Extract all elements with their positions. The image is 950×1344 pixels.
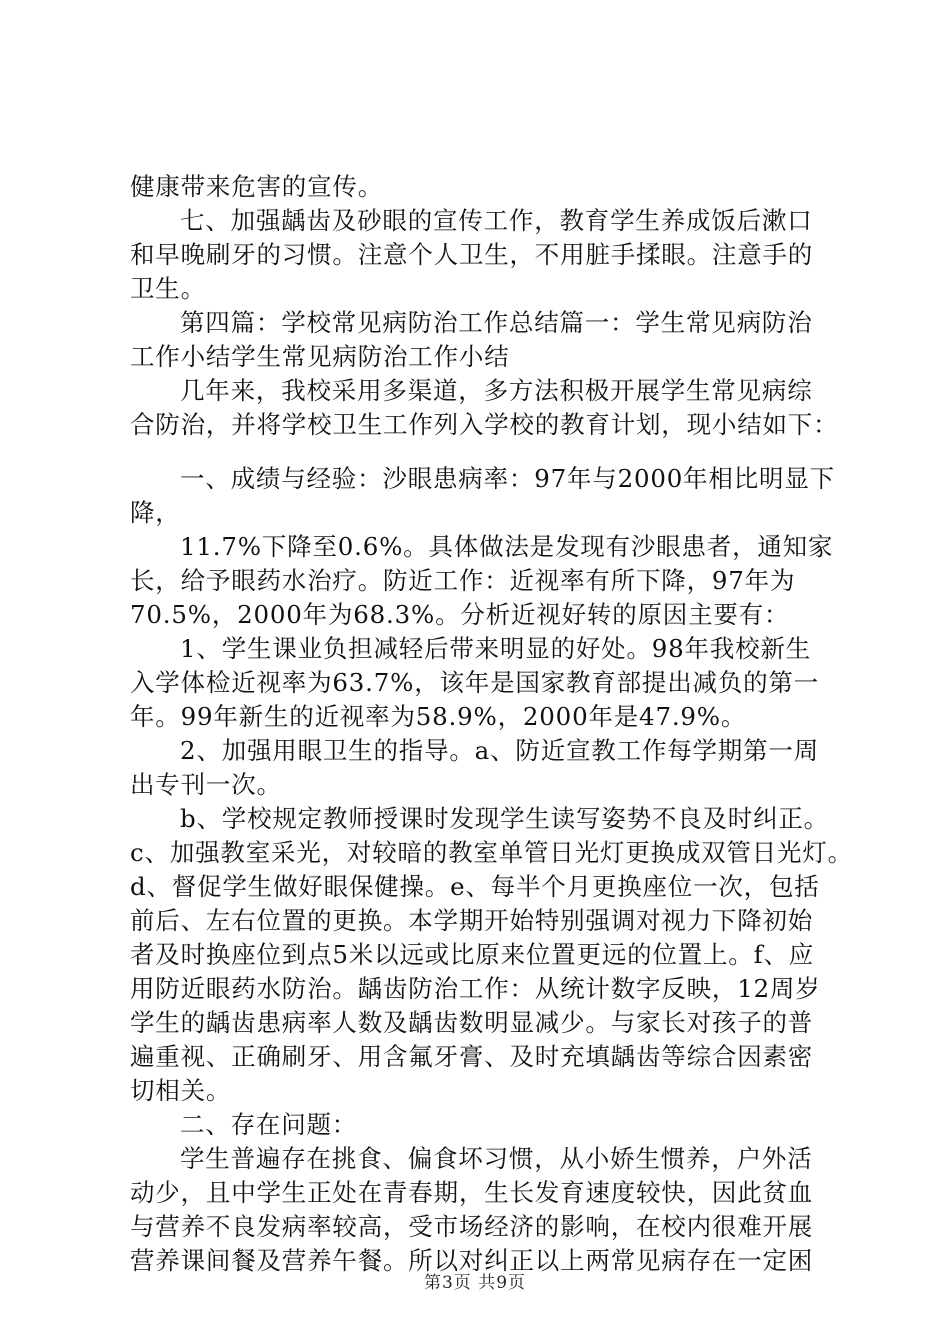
text-line: 1、学生课业负担减轻后带来明显的好处。98年我校新生 xyxy=(180,634,812,663)
text-line: 和早晚刷牙的习惯。注意个人卫生，不用脏手揉眼。注意手的 xyxy=(130,240,814,269)
text-line: c、加强教室采光，对较暗的教室单管日光灯更换成双管日光灯。 xyxy=(130,838,853,867)
text-line: 用防近眼药水防治。龋齿防治工作：从统计数字反映，12周岁 xyxy=(130,974,821,1003)
paragraph-gap xyxy=(130,442,830,462)
text-line: 者及时换座位到点5米以远或比原来位置更远的位置上。f、应 xyxy=(130,940,815,969)
text-line: 营养课间餐及营养午餐。所以对纠正以上两常见病存在一定困 xyxy=(130,1246,814,1275)
text-line: 学生普遍存在挑食、偏食坏习惯，从小娇生惯养，户外活 xyxy=(180,1144,813,1173)
page-number-footer: 第3页 共9页 xyxy=(423,1273,527,1293)
text-line: 卫生。 xyxy=(130,274,206,303)
text-line: 遍重视、正确刷牙、用含氟牙膏、及时充填龋齿等综合因素密 xyxy=(130,1042,814,1071)
text-line: 前后、左右位置的更换。本学期开始特别强调对视力下降初始 xyxy=(130,906,814,935)
text-line: d、督促学生做好眼保健操。e、每半个月更换座位一次，包括 xyxy=(130,872,820,901)
text-line: 合防治，并将学校卫生工作列入学校的教育计划，现小结如下： xyxy=(130,410,839,439)
text-line: 切相关。 xyxy=(130,1076,232,1105)
text-line: 降， xyxy=(130,498,181,527)
text-line: 长，给予眼药水治疗。防近工作：近视率有所下降，97年为 xyxy=(130,566,796,595)
text-line: 动少，且中学生正处在青春期，生长发育速度较快，因此贫血 xyxy=(130,1178,814,1207)
text-line: 第四篇：学校常见病防治工作总结篇一：学生常见病防治 xyxy=(180,308,813,337)
text-line: 几年来，我校采用多渠道，多方法积极开展学生常见病综 xyxy=(180,376,813,405)
text-line: 入学体检近视率为63.7%，该年是国家教育部提出减负的第一 xyxy=(130,668,820,697)
text-line: 七、加强龋齿及砂眼的宣传工作，教育学生养成饭后漱口 xyxy=(180,206,813,235)
text-line: 二、存在问题： xyxy=(180,1110,358,1139)
document-body xyxy=(130,170,853,1278)
text-line: 2、加强用眼卫生的指导。a、防近宣教工作每学期第一周 xyxy=(180,736,819,765)
text-line: 与营养不良发病率较高，受市场经济的影响，在校内很难开展 xyxy=(130,1212,814,1241)
text-line: 年。99年新生的近视率为58.9%，2000年是47.9%。 xyxy=(130,702,747,731)
text-line: 学生的龋齿患病率人数及龋齿数明显减少。与家长对孩子的普 xyxy=(130,1008,814,1037)
text-line: 健康带来危害的宣传。 xyxy=(130,172,383,201)
text-line: 11.7%下降至0.6%。具体做法是发现有沙眼患者，通知家 xyxy=(180,532,834,561)
text-line: 出专刊一次。 xyxy=(130,770,282,799)
text-line: 70.5%，2000年为68.3%。分析近视好转的原因主要有： xyxy=(130,600,790,629)
text-line: b、学校规定教师授课时发现学生读写姿势不良及时纠正。 xyxy=(180,804,829,833)
text-line: 工作小结学生常见病防治工作小结 xyxy=(130,342,510,371)
text-line: 一、成绩与经验：沙眼患病率：97年与2000年相比明显下 xyxy=(180,464,835,493)
